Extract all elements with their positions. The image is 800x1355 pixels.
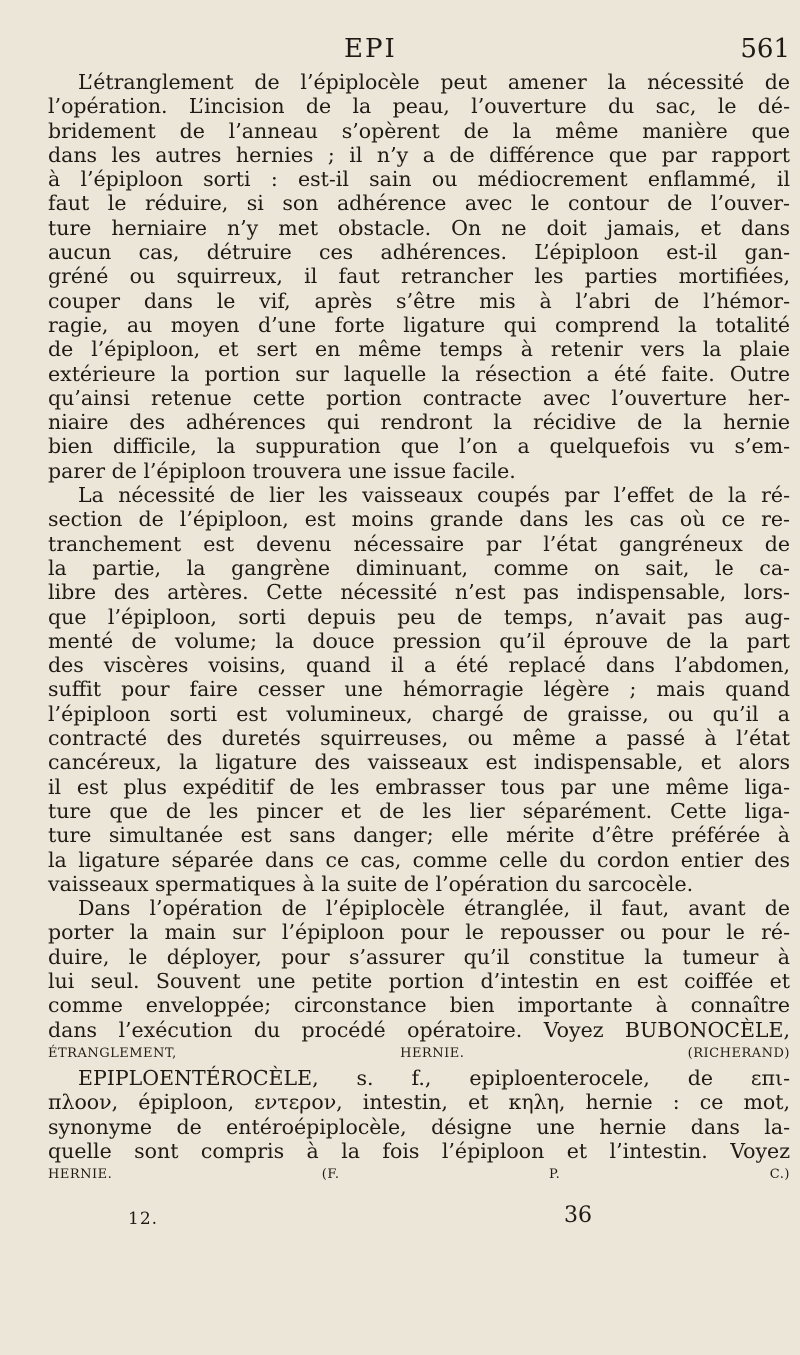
body-text (48, 70, 790, 1188)
signature-mark: 12. (128, 1209, 159, 1229)
text-line: niaire des adhérences qui rendront la récidive de la hernie (48, 410, 790, 435)
text-line: duire, le déployer, pour s’assurer qu’il constitue la tumeur à (48, 944, 790, 969)
text-line: parer de l’épiploon trouvera une issue facile. (48, 458, 516, 483)
text-line: la partie, la gangrène diminuant, comme on sait, le ca- (48, 555, 790, 580)
text-line: ture simultanée est sans danger; elle mérite d’être préférée à (48, 823, 790, 848)
text-line: de l’épiploon, et sert en même temps à retenir vers la plaie (48, 337, 790, 362)
text-line: EPIPLOENTÉROCÈLE, s. f., epiploenterocele, de επι- (78, 1066, 790, 1091)
text-line: dans les autres hernies ; il n’y a de différence que par rapport (48, 142, 790, 167)
text-line: suffit pour faire cesser une hémorragie légère ; mais quand (48, 677, 790, 702)
text-line: La nécessité de lier les vaisseaux coupés par l’effet de la ré- (78, 483, 790, 508)
text-line: porter la main sur l’épiploon pour le repousser ou pour le ré- (48, 920, 790, 945)
text-line: menté de volume; la douce pression qu’il éprouve de la part (48, 628, 790, 653)
text-line: contracté des duretés squirreuses, ou même a passé à l’état (48, 726, 790, 751)
text-line: bien difficile, la suppuration que l’on a quelquefois vu s’em- (48, 434, 790, 459)
text-line: il est plus expéditif de les embrasser tous par une même liga- (48, 774, 790, 799)
text-line: couper dans le vif, après s’être mis à l’abri de l’hémor- (48, 288, 790, 313)
text-line: synonyme de entéroépiplocèle, désigne une hernie dans la- (48, 1114, 790, 1139)
text-line: vaisseaux spermatiques à la suite de l’opération du sarcocèle. (48, 871, 694, 896)
text-line: ture herniaire n’y met obstacle. On ne doit jamais, et dans (48, 215, 790, 240)
text-line: bridement de l’anneau s’opèrent de la même manière que (48, 118, 790, 143)
text-line: extérieure la portion sur laquelle la résection a été faite. Outre (48, 361, 790, 386)
page-footer (128, 1203, 608, 1233)
text-line: qu’ainsi retenue cette portion contracte avec l’ouverture her- (48, 385, 790, 410)
text-line: L’étranglement de l’épiplocèle peut amener la nécessité de (78, 70, 790, 94)
text-line: tranchement est devenu nécessaire par l’état gangréneux de (48, 531, 790, 556)
text-line: des viscères voisins, quand il a été replacé dans l’abdomen, (48, 653, 790, 678)
text-line: ture que de les pincer et de les lier séparément. Cette liga- (48, 798, 790, 823)
text-line: quelle sont compris à la fois l’épiploon et l’intestin. Voyez (48, 1139, 790, 1164)
text-line: comme enveloppée; circonstance bien importante à connaître (48, 993, 790, 1018)
text-line: que l’épiploon, sorti depuis peu de temps, n’avait pas aug- (48, 604, 790, 629)
text-line: lui seul. Souvent une petite portion d’intestin en est coiffée et (48, 968, 790, 993)
page-header (0, 34, 800, 68)
text-line: ragie, au moyen d’une forte ligature qui comprend la totalité (48, 312, 790, 337)
text-line: HERNIE. (F. P. C.) (48, 1167, 790, 1183)
text-line: section de l’épiploon, est moins grande dans les cas où ce re- (48, 507, 790, 532)
text-line: la ligature séparée dans ce cas, comme celle du cordon entier des (48, 847, 790, 872)
page-number: 561 (740, 34, 790, 64)
text-line: dans l’exécution du procédé opératoire. Voyez BUBONOCÈLE, (48, 1017, 790, 1042)
text-line: gréné ou squirreux, il faut retrancher les parties mortifiées, (48, 264, 790, 289)
text-line: Dans l’opération de l’épiplocèle étranglée, il faut, avant de (78, 896, 790, 921)
text-line: πλοον, épiploon, εντερον, intestin, et κηλη, hernie : ce mot, (48, 1090, 790, 1115)
text-line: l’opération. L’incision de la peau, l’ouverture du sac, le dé- (48, 94, 790, 119)
running-head: EPI (344, 34, 397, 64)
signature-number: 36 (564, 1203, 592, 1228)
text-line: cancéreux, la ligature des vaisseaux est indispensable, et alors (48, 750, 790, 775)
text-line: ÉTRANGLEMENT, HERNIE. (RICHERAND) (48, 1045, 790, 1061)
text-line: libre des artères. Cette nécessité n’est pas indispensable, lors- (48, 580, 790, 605)
text-line: à l’épiploon sorti : est-il sain ou médiocrement enflammé, il (48, 167, 790, 192)
text-line: aucun cas, détruire ces adhérences. L’épiploon est-il gan- (48, 240, 790, 265)
text-line: faut le réduire, si son adhérence avec le contour de l’ouver- (48, 191, 790, 216)
text-line: l’épiploon sorti est volumineux, chargé de graisse, ou qu’il a (48, 701, 790, 726)
